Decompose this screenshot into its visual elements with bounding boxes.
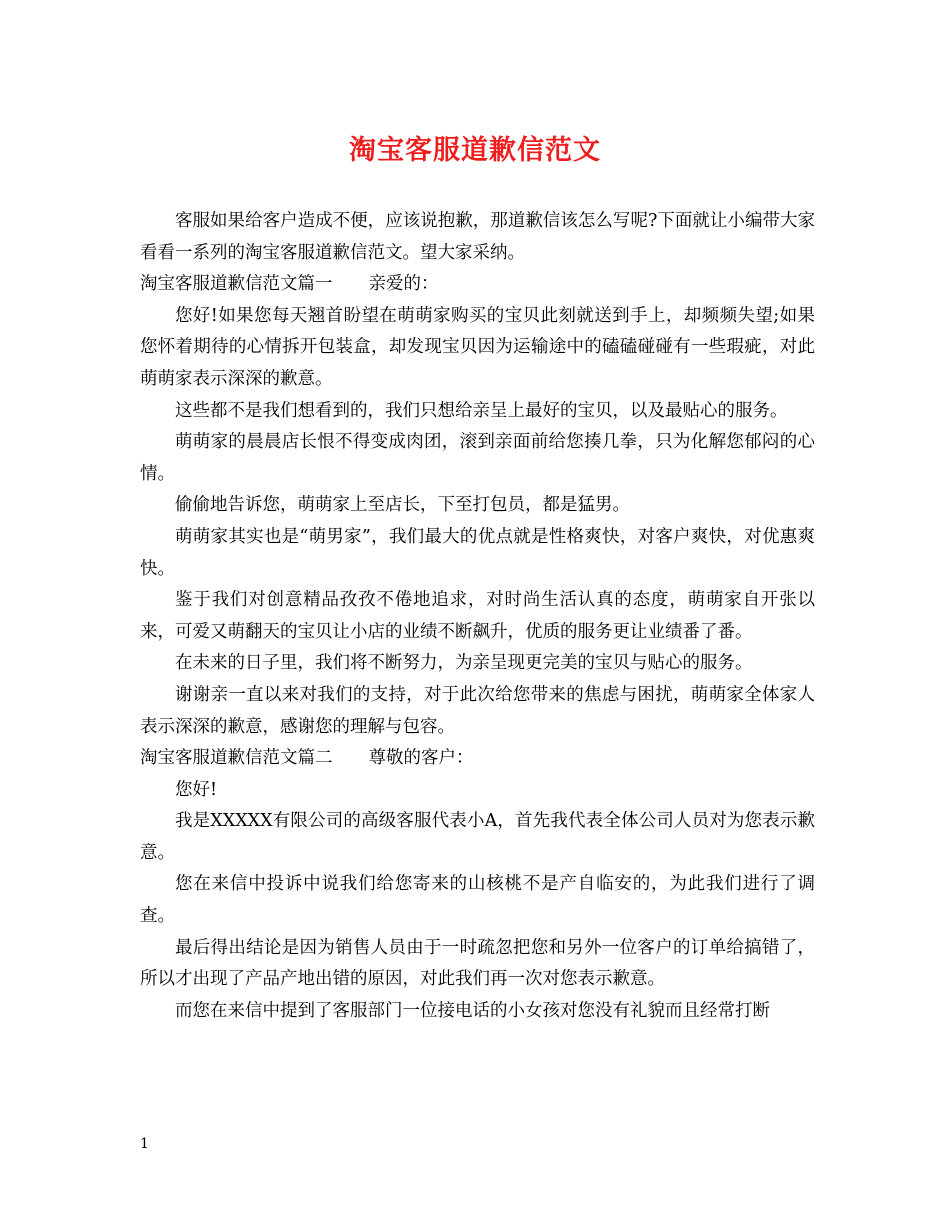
paragraph: 这些都不是我们想看到的，我们只想给亲呈上最好的宝贝，以及最贴心的服务。: [175, 400, 788, 421]
paragraph: 萌萌家的晨晨店长恨不得变成肉团，滚到亲面前给您揍几拳，只为化解您郁闷的心情。: [140, 432, 815, 484]
section-heading-2: [140, 743, 815, 775]
document-title: 淘宝客服道歉信范文: [349, 135, 601, 166]
paragraph: 在未来的日子里，我们将不断努力，为亲呈现更完美的宝贝与贴心的服务。: [175, 653, 753, 674]
paragraph: 您好!如果您每天翘首盼望在萌萌家购买的宝贝此刻就送到手上，却频频失望;如果您怀着期待的心情拆开包装盒，却发现宝贝因为运输途中的磕磕碰碰有一些瑕疵，对此萌萌家表示深深的歉意。: [140, 305, 815, 389]
paragraph: 您在来信中投诉中说我们给您寄来的山核桃不是产自临安的，为此我们进行了调查。: [140, 874, 815, 927]
paragraph: 鉴于我们对创意精品孜孜不倦地追求，对时尚生活认真的态度，萌萌家自开张以来，可爱又萌翻天的宝贝让小店的业绩不断飙升，优质的服务更让业绩番了番。: [140, 590, 815, 642]
paragraph: 而您在来信中提到了客服部门一位接电话的小女孩对您没有礼貌而且经常打断: [175, 1000, 770, 1021]
salutation: 亲爱的：: [368, 274, 439, 295]
paragraph: 最后得出结论是因为销售人员由于一时疏忽把您和另外一位客户的订单给搞错了，所以才出现了产品产地出错的原因，对此我们再一次对您表示歉意。: [140, 937, 815, 990]
section-title: 淘宝客服道歉信范文篇二: [140, 748, 333, 769]
paragraph: 我是XXXXX有限公司的高级客服代表小A，首先我代表全体公司人员对为您表示歉意。: [140, 811, 815, 863]
document-body: [140, 206, 815, 1027]
paragraph: 萌萌家其实也是“萌男家”，我们最大的优点就是性格爽快，对客户爽快，对优惠爽快。: [140, 526, 815, 579]
intro-paragraph: 客服如果给客户造成不便，应该说抱歉，那道歉信该怎么写呢?下面就让小编带大家看看一系列的淘宝客服道歉信范文。望大家采纳。: [140, 211, 815, 263]
paragraph: 偷偷地告诉您，萌萌家上至店长，下至打包员，都是猛男。: [175, 495, 630, 516]
paragraph: 您好!: [175, 779, 218, 800]
page-number: 1: [140, 1136, 149, 1152]
section-heading-1: [140, 269, 815, 301]
section-title: 淘宝客服道歉信范文篇一: [140, 274, 333, 295]
salutation: 尊敬的客户：: [368, 748, 474, 769]
paragraph: 谢谢亲一直以来对我们的支持，对于此次给您带来的焦虑与困扰，萌萌家全体家人表示深深的歉意，感谢您的理解与包容。: [140, 684, 815, 737]
